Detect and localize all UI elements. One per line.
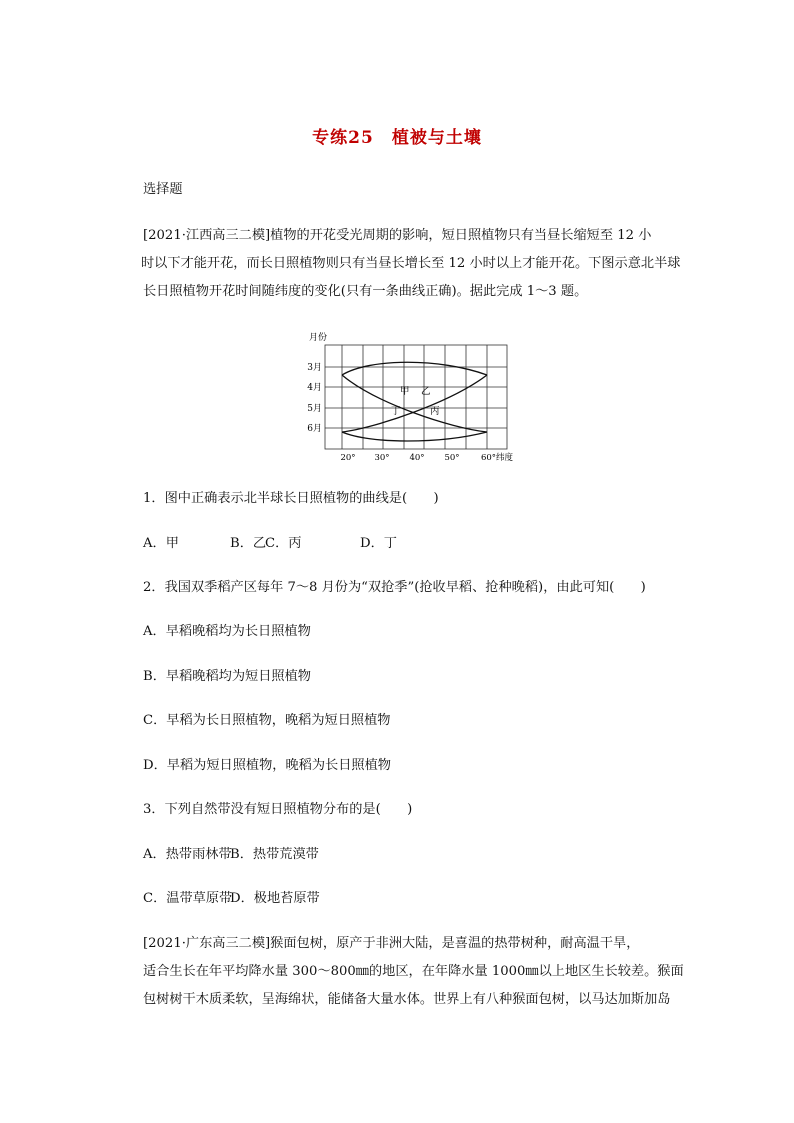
q1-option-b: B．乙 xyxy=(230,536,267,551)
y-tick-label: 5月 xyxy=(307,404,322,414)
x-tick-label: 40° xyxy=(409,453,425,463)
question-2-stem: 2．我国双季稻产区每年 7～8 月份为“双抢季”(抢收早稻、抢种晚稻)，由此可知( ) xyxy=(143,580,646,595)
x-tick-label: 30° xyxy=(374,453,390,463)
baobab-paragraph xyxy=(143,930,683,1014)
question-1-stem: 1．图中正确表示北半球长日照植物的曲线是( ) xyxy=(143,491,439,506)
q1-option-c: C．丙 xyxy=(265,536,302,551)
x-tick-label: 60°纬度 xyxy=(480,453,514,463)
y-axis-title: 月份 xyxy=(309,333,328,343)
intro-paragraph xyxy=(143,222,683,306)
intro-line: 时以下才能开花，而长日照植物则只有当昼长增长至 12 小时以上才能开花。下图示意北半球 xyxy=(141,256,681,271)
y-tick-label: 4月 xyxy=(307,383,322,393)
q3-option-d: D．极地苔原带 xyxy=(230,891,320,906)
curve-lower-arc xyxy=(342,432,487,441)
para2-line: 包树树干木质柔软，呈海绵状，能储备大量水体。世界上有八种猴面包树，以马达加斯加岛 xyxy=(143,992,671,1007)
q1-option-a: A．甲 xyxy=(143,536,179,551)
curve-label-bing: 丙 xyxy=(430,406,440,417)
y-tick-label: 6月 xyxy=(307,424,322,434)
q2-option-d: D．早稻为短日照植物，晚稻为长日照植物 xyxy=(143,758,391,773)
para2-line: [2021·广东高三二模]猴面包树，原产于非洲大陆，是喜温的热带树种，耐高温干旱， xyxy=(143,936,640,951)
q3-option-a: A．热带雨林带 xyxy=(143,847,232,862)
curve-descending xyxy=(342,375,487,432)
intro-line: 长日照植物开花时间随纬度的变化(只有一条曲线正确)。据此完成 1～3 题。 xyxy=(143,284,588,299)
curve-label-jia: 甲 xyxy=(400,386,410,397)
section-heading: 选择题 xyxy=(143,182,183,197)
intro-line: [2021·江西高三二模]植物的开花受光周期的影响，短日照植物只有当昼长缩短至 12 小 xyxy=(143,228,652,243)
curve-upper-arc xyxy=(342,362,487,375)
q1-option-d: D．丁 xyxy=(360,536,397,551)
q2-option-b: B．早稻晚稻均为短日照植物 xyxy=(143,669,311,684)
curve-label-ding: 丁 xyxy=(391,406,401,417)
x-tick-label: 50° xyxy=(444,453,460,463)
para2-line: 适合生长在年平均降水量 300～800㎜的地区，在年降水量 1000㎜以上地区生长较差。猴面 xyxy=(143,964,684,979)
q2-option-c: C．早稻为长日照植物，晚稻为短日照植物 xyxy=(143,713,391,728)
q3-option-c: C．温带草原带 xyxy=(143,891,233,906)
y-tick-label: 3月 xyxy=(307,363,322,373)
curve-label-yi: 乙 xyxy=(421,386,431,397)
q2-option-a: A．早稻晚稻均为长日照植物 xyxy=(143,624,311,639)
q3-option-b: B．热带荒漠带 xyxy=(230,847,319,862)
page-title: 专练25 植被与土壤 xyxy=(312,128,482,148)
curve-ascending xyxy=(342,375,487,432)
question-3-stem: 3．下列自然带没有短日照植物分布的是( ) xyxy=(143,802,413,817)
latitude-month-figure xyxy=(300,328,525,466)
x-tick-label: 20° xyxy=(340,453,356,463)
